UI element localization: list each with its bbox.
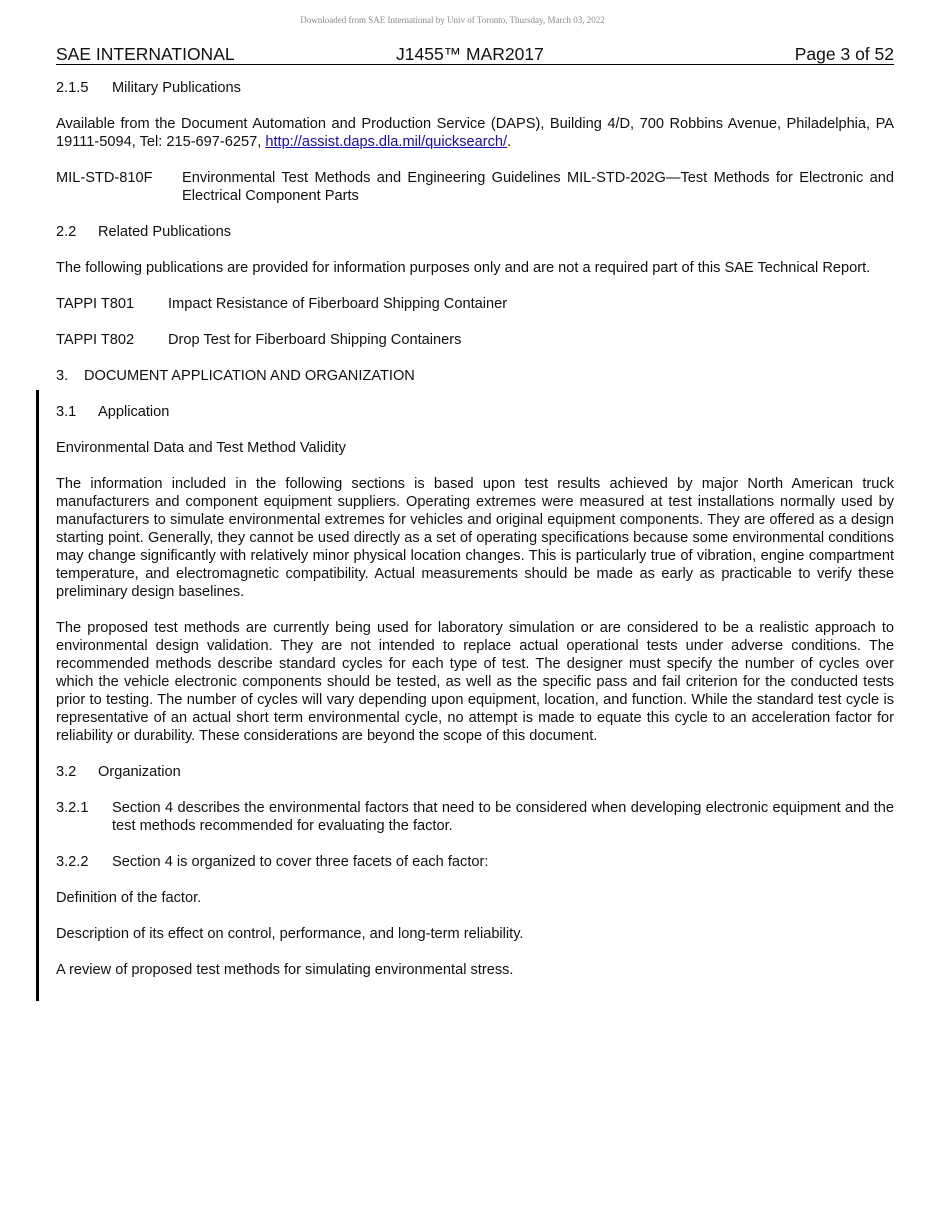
reference-code: TAPPI T801 [56,296,135,312]
reference-title: Environmental Test Methods and Engineering Guidelines MIL-STD-202G—Test Methods for Electronic and Electrical Component Parts [182,170,894,204]
facet-definition: Definition of the factor. [56,890,202,906]
reference-code: MIL-STD-810F [56,170,153,186]
heading-2-1-5 [56,79,894,97]
application-paragraph-1: The information included in the following sections is based upon test results achieved by major North American truck manufacturers and component equipment suppliers. Operating extremes were measured at test installations normally used by manufacturers to simulate environmental extremes for vehicles and original equipment components. They are offered as a design starting point. Generally, they cannot be used directly as a set of operating specifications because some environmental conditions may change significantly with relatively minor physical location changes. This is particularly true of vibration, engine compartment temperature, and electromagnetic compatibility. Actual measurements should be made as early as practicable to verify these preliminary design baselines. [56,476,894,600]
reference-mil-std-810f [56,169,894,205]
daps-availability-paragraph: Available from the Document Automation and Production Service (DAPS), Building 4/D, 700 Robbins Avenue, Philadelphia, PA 19111-5094, Tel: 215-697-6257, http://assist.daps.dla.mil/quicksearch/. [56,116,894,150]
reference-title: Drop Test for Fiberboard Shipping Containers [168,332,462,348]
clause-text: Section 4 describes the environmental factors that need to be considered when developing electronic equipment and the test methods recommended for evaluating the factor. [112,800,894,834]
heading-title: DOCUMENT APPLICATION AND ORGANIZATION [84,368,415,384]
heading-title: Related Publications [98,224,232,240]
clause-number: 3.2.2 [56,854,89,870]
clause-number: 3.2.1 [56,800,89,816]
reference-tappi-t801 [56,295,894,313]
clause-text: Section 4 is organized to cover three facets of each factor: [112,854,489,870]
document-body [56,79,894,979]
header-org: SAE INTERNATIONAL [56,44,235,64]
revision-change-bar [36,390,39,1001]
heading-title: Organization [98,764,181,780]
heading-number: 2.1.5 [56,80,89,96]
reference-title: Impact Resistance of Fiberboard Shipping Container [168,296,508,312]
heading-3 [56,367,894,385]
heading-2-2 [56,223,894,241]
heading-title: Military Publications [112,80,241,96]
heading-3-1 [56,403,894,421]
application-paragraph-2: The proposed test methods are currently being used for laboratory simulation or are considered to be a realistic approach to environmental design validation. They are not intended to replace actual operational tests under adverse conditions. The recommended methods describe standard cycles for each type of test. The designer must specify the number of cycles over which the vehicle electronic components should be tested, as well as the specific pass and fail criterion for the conducted tests prior to testing. The number of cycles will vary depending upon equipment, location, and function. While the standard test cycle is representative of an actual short term environmental cycle, no attempt is made to equate this cycle to an acceleration factor for reliability or durability. These considerations are beyond the scope of this document. [56,620,894,744]
facet-test-methods-review: A review of proposed test methods for simulating environmental stress. [56,962,514,978]
related-publications-intro: The following publications are provided for information purposes only and are not a required part of this SAE Technical Report. [56,260,871,276]
page-header [56,44,894,65]
application-subtitle: Environmental Data and Test Method Validity [56,440,346,456]
heading-number: 3. [56,368,69,384]
reference-tappi-t802 [56,331,894,349]
heading-number: 2.2 [56,224,77,240]
heading-number: 3.2 [56,764,77,780]
download-watermark: Downloaded from SAE International by Univ of Toronto, Thursday, March 03, 2022 [300,15,605,25]
clause-3-2-1 [56,799,894,835]
facet-effect-description: Description of its effect on control, performance, and long-term reliability. [56,926,524,942]
heading-title: Application [98,404,170,420]
daps-quicksearch-link[interactable]: http://assist.daps.dla.mil/quicksearch/ [265,134,508,150]
heading-number: 3.1 [56,404,77,420]
clause-3-2-2 [56,853,894,871]
reference-code: TAPPI T802 [56,332,135,348]
header-doc-id: J1455™ MAR2017 [396,44,544,64]
heading-3-2 [56,763,894,781]
header-page-number: Page 3 of 52 [794,44,894,64]
